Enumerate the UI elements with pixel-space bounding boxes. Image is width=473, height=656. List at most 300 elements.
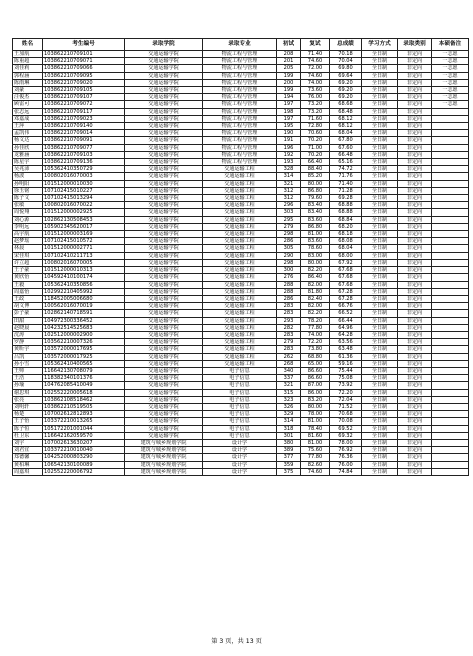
table-cell: 孟凯伟 xyxy=(13,130,43,137)
table-row xyxy=(13,375,469,382)
table-cell: 非定向 xyxy=(398,101,432,108)
table-cell: 交通运输学院 xyxy=(125,108,203,115)
table-cell: 318 xyxy=(277,425,301,432)
table-cell: 81.00 xyxy=(301,439,330,446)
table-cell: 交通运输学院 xyxy=(125,123,203,130)
table-cell: 非定向 xyxy=(398,432,432,439)
column-header: 总成绩 xyxy=(330,39,362,51)
table-cell: 67.68 xyxy=(330,281,362,288)
table-cell: 孙明阳 xyxy=(13,180,43,187)
table-cell xyxy=(432,173,469,180)
table-cell: 全日制 xyxy=(362,425,398,432)
table-cell: 63.56 xyxy=(330,339,362,346)
table-cell: 陈雨琳 xyxy=(13,79,43,86)
table-cell: 建筑与城乡规划学院 xyxy=(125,461,203,468)
table-cell: 283 xyxy=(277,303,301,310)
table-cell: 68.48 xyxy=(330,108,362,115)
table-cell: 279 xyxy=(277,339,301,346)
table-cell: 283 xyxy=(277,310,301,317)
table-row xyxy=(13,101,469,108)
table-cell: 全日制 xyxy=(362,130,398,137)
table-cell: 全日制 xyxy=(362,454,398,461)
column-header: 复试 xyxy=(301,39,330,51)
table-cell: 76.36 xyxy=(330,454,362,461)
table-cell: 电子信息 xyxy=(203,403,277,410)
table-cell: 交通运输工程 xyxy=(203,360,277,367)
table-cell: 杨文达 xyxy=(13,137,43,144)
table-cell: 78.40 xyxy=(301,425,330,432)
table-cell: 交通运输工程 xyxy=(203,259,277,266)
table-cell: 190 xyxy=(277,130,301,137)
table-cell: 288 xyxy=(277,288,301,295)
table-row xyxy=(13,209,469,216)
table-cell: 非定向 xyxy=(398,389,432,396)
table-cell xyxy=(432,411,469,418)
table-cell: 103862210709091 xyxy=(43,137,125,144)
table-cell: 孙瑜 xyxy=(13,382,43,389)
table-cell: 199 xyxy=(277,72,301,79)
table-cell: 65.16 xyxy=(330,159,362,166)
table-cell xyxy=(432,324,469,331)
table-cell: 67.92 xyxy=(330,259,362,266)
table-row xyxy=(13,339,469,346)
table-row xyxy=(13,303,469,310)
table-cell: 交通运输学院 xyxy=(125,180,203,187)
table-cell: 200 xyxy=(277,79,301,86)
table-cell: 非定向 xyxy=(398,382,432,389)
table-cell: 73.60 xyxy=(301,87,330,94)
table-cell: 81.00 xyxy=(301,418,330,425)
table-cell: 物流工程与管理 xyxy=(203,144,277,151)
table-cell: 389 xyxy=(277,447,301,454)
table-cell: 非定向 xyxy=(398,166,432,173)
table-cell: 69.20 xyxy=(330,94,362,101)
table-cell: 交通运输工程 xyxy=(203,173,277,180)
table-cell: 全日制 xyxy=(362,295,398,302)
table-cell: 86.60 xyxy=(301,367,330,374)
table-cell: 77.80 xyxy=(301,454,330,461)
table-cell: 建筑与城乡规划学院 xyxy=(125,439,203,446)
table-row xyxy=(13,396,469,403)
table-cell: 314 xyxy=(277,173,301,180)
table-cell: 交通运输学院 xyxy=(125,231,203,238)
table-cell: 102862130508453 xyxy=(43,216,125,223)
table-cell xyxy=(432,303,469,310)
table-cell: 交通运输学院 xyxy=(125,166,203,173)
table-cell: 全日制 xyxy=(362,87,398,94)
table-cell: 全日制 xyxy=(362,144,398,151)
table-cell: 81.60 xyxy=(301,432,330,439)
table-cell: 交通运输学院 xyxy=(125,317,203,324)
table-cell xyxy=(432,115,469,122)
table-cell: 交通运输学院 xyxy=(125,58,203,65)
table-cell xyxy=(432,274,469,281)
table-cell: 非定向 xyxy=(398,252,432,259)
table-cell: 71.76 xyxy=(330,173,362,180)
table-cell: 68.04 xyxy=(330,130,362,137)
table-cell: 物流工程与管理 xyxy=(203,159,277,166)
table-cell xyxy=(432,367,469,374)
table-cell: 交通运输学院 xyxy=(125,303,203,310)
table-cell: 116642162059570 xyxy=(43,432,125,439)
table-cell: 交通运输学院 xyxy=(125,281,203,288)
table-cell xyxy=(432,202,469,209)
table-cell: 全日制 xyxy=(362,115,398,122)
table-cell: 交通运输学院 xyxy=(125,115,203,122)
table-cell: 101512000010313 xyxy=(43,267,125,274)
table-cell: 298 xyxy=(277,231,301,238)
table-cell: 非定向 xyxy=(398,281,432,288)
table-cell: 交通运输学院 xyxy=(125,144,203,151)
table-cell: 80.00 xyxy=(301,259,330,266)
table-cell: 电子信息 xyxy=(203,382,277,389)
table-cell: 交通运输工程 xyxy=(203,187,277,194)
table-cell: 电子信息 xyxy=(203,396,277,403)
table-cell: 非定向 xyxy=(398,51,432,58)
table-cell: 王萍 xyxy=(13,123,43,130)
table-cell: 268 xyxy=(277,360,301,367)
table-cell: 一志愿 xyxy=(432,51,469,58)
table-cell: 交通运输工程 xyxy=(203,223,277,230)
table-cell: 68.08 xyxy=(330,238,362,245)
table-cell xyxy=(432,432,469,439)
table-cell: 交通运输学院 xyxy=(125,238,203,245)
table-cell: 72.20 xyxy=(301,339,330,346)
table-row xyxy=(13,468,469,475)
table-cell: 周悦翔 xyxy=(13,209,43,216)
table-cell: 73.92 xyxy=(330,382,362,389)
table-cell: 周嘉琪 xyxy=(13,468,43,475)
table-row xyxy=(13,65,469,72)
table-cell: 298 xyxy=(277,259,301,266)
table-cell: 105362410350729 xyxy=(43,166,125,173)
table-cell: 全日制 xyxy=(362,216,398,223)
table-cell: 交通运输工程 xyxy=(203,353,277,360)
table-cell: 全日制 xyxy=(362,223,398,230)
table-cell xyxy=(432,461,469,468)
page-footer: 第 3 页，共 13 页 xyxy=(211,638,262,645)
table-cell: 非定向 xyxy=(398,65,432,72)
table-cell: 徐玉铭 xyxy=(13,187,43,194)
table-row xyxy=(13,267,469,274)
table-row xyxy=(13,389,469,396)
table-cell: 非定向 xyxy=(398,396,432,403)
table-cell: 刘宇 xyxy=(13,439,43,446)
table-cell: 王子豪 xyxy=(13,267,43,274)
table-cell: 李明远 xyxy=(13,223,43,230)
table-cell: 刘佳莉 xyxy=(13,65,43,72)
table-cell: 全日制 xyxy=(362,339,398,346)
table-cell xyxy=(432,259,469,266)
table-cell xyxy=(432,180,469,187)
table-cell: 全日制 xyxy=(362,252,398,259)
table-cell: 83.00 xyxy=(301,252,330,259)
table-cell: 71.60 xyxy=(301,115,330,122)
table-cell: 105902345620017 xyxy=(43,223,125,230)
table-cell: 198 xyxy=(277,108,301,115)
table-row xyxy=(13,353,469,360)
table-cell: 全日制 xyxy=(362,281,398,288)
table-cell: 103372210010040 xyxy=(43,447,125,454)
table-cell: 83.40 xyxy=(301,209,330,216)
table-cell: 102552220005618 xyxy=(43,389,125,396)
table-cell: 交通运输学院 xyxy=(125,259,203,266)
table-cell: 377 xyxy=(277,454,301,461)
table-cell: 电子信息 xyxy=(203,375,277,382)
table-cell: 黄欣怡 xyxy=(13,274,43,281)
table-cell: 71.40 xyxy=(301,51,330,58)
table-cell: 交通运输学院 xyxy=(125,72,203,79)
table-cell: 许立超 xyxy=(13,259,43,266)
table-cell: 非定向 xyxy=(398,259,432,266)
table-cell: 337 xyxy=(277,375,301,382)
table-cell: 63.48 xyxy=(330,346,362,353)
table-cell: 物流工程与管理 xyxy=(203,79,277,86)
table-cell: 66.76 xyxy=(330,303,362,310)
column-header: 录取专业 xyxy=(203,39,277,51)
table-cell: 103862210709020 xyxy=(43,79,125,86)
table-cell: 交通运输学院 xyxy=(125,130,203,137)
table-cell: 物流工程与管理 xyxy=(203,101,277,108)
table-cell: 交通运输学院 xyxy=(125,274,203,281)
table-cell: 103862210709066 xyxy=(43,65,125,72)
table-cell: 81.80 xyxy=(301,288,330,295)
table-cell: 64.96 xyxy=(330,324,362,331)
table-cell: 76.00 xyxy=(330,461,362,468)
table-cell: 交通运输学院 xyxy=(125,267,203,274)
table-cell: 非定向 xyxy=(398,94,432,101)
table-cell: 105362410400565 xyxy=(43,360,125,367)
table-cell: 82.20 xyxy=(301,310,330,317)
table-cell: 全日制 xyxy=(362,58,398,65)
table-cell: 116642130708079 xyxy=(43,367,125,374)
table-cell: 全日制 xyxy=(362,288,398,295)
table-cell: 非定向 xyxy=(398,180,432,187)
table-cell: 79.60 xyxy=(301,195,330,202)
table-cell: 吴兆沛 xyxy=(13,166,43,173)
table-cell: 全日制 xyxy=(362,411,398,418)
table-cell: 68.80 xyxy=(301,353,330,360)
table-cell: 建筑与城乡规划学院 xyxy=(125,454,203,461)
table-cell: 74.84 xyxy=(330,468,362,475)
table-cell: 杨楚 xyxy=(13,411,43,418)
table-cell xyxy=(432,439,469,446)
table-row xyxy=(13,295,469,302)
table-cell: 物流工程与管理 xyxy=(203,58,277,65)
table-cell: 303 xyxy=(277,209,301,216)
table-cell: 67.60 xyxy=(330,144,362,151)
table-cell: 106542130100089 xyxy=(43,461,125,468)
table-cell: 张亮 xyxy=(13,396,43,403)
admission-table-sheet xyxy=(12,38,469,476)
table-cell: 75.44 xyxy=(330,367,362,374)
table-cell: 交通运输学院 xyxy=(125,195,203,202)
table-cell: 323 xyxy=(277,396,301,403)
table-cell xyxy=(432,216,469,223)
table-cell: 104232514525683 xyxy=(43,324,125,331)
table-cell: 103862210709107 xyxy=(43,94,125,101)
table-cell: 赵梦瑶 xyxy=(13,238,43,245)
table-cell: 非定向 xyxy=(398,288,432,295)
table-cell: 全日制 xyxy=(362,461,398,468)
table-cell: 67.28 xyxy=(330,295,362,302)
column-header: 学习方式 xyxy=(362,39,398,51)
table-row xyxy=(13,310,469,317)
table-cell: 70.04 xyxy=(330,58,362,65)
table-cell: 205 xyxy=(277,65,301,72)
table-cell: 197 xyxy=(277,101,301,108)
table-cell: 288 xyxy=(277,281,301,288)
table-row xyxy=(13,79,469,86)
table-cell: 孙小雪 xyxy=(13,360,43,367)
table-row xyxy=(13,87,469,94)
table-cell: 交通运输工程 xyxy=(203,202,277,209)
table-cell: 全日制 xyxy=(362,231,398,238)
table-cell: 74.00 xyxy=(301,79,330,86)
table-cell: 68.00 xyxy=(330,252,362,259)
table-cell: 全日制 xyxy=(362,396,398,403)
table-cell: 田甜 xyxy=(13,317,43,324)
table-cell: 交通运输学院 xyxy=(125,375,203,382)
table-cell: 顾雷可 xyxy=(13,101,43,108)
table-cell: 物流工程与管理 xyxy=(203,108,277,115)
table-cell: 电子信息 xyxy=(203,367,277,374)
table-row xyxy=(13,331,469,338)
table-cell: 非定向 xyxy=(398,267,432,274)
table-cell: 交通运输学院 xyxy=(125,51,203,58)
table-cell: 交通运输学院 xyxy=(125,94,203,101)
table-cell: 70.18 xyxy=(330,51,362,58)
table-cell: 非定向 xyxy=(398,231,432,238)
table-cell: 194 xyxy=(277,94,301,101)
table-row xyxy=(13,382,469,389)
table-cell: 276 xyxy=(277,274,301,281)
table-cell: 83.40 xyxy=(301,202,330,209)
table-cell: 191 xyxy=(277,137,301,144)
table-body xyxy=(13,51,469,476)
table-cell xyxy=(432,382,469,389)
table-cell xyxy=(432,123,469,130)
table-cell: 262 xyxy=(277,353,301,360)
table-cell: 全日制 xyxy=(362,123,398,130)
table-row xyxy=(13,274,469,281)
table-cell: 非定向 xyxy=(398,346,432,353)
table-cell: 非定向 xyxy=(398,216,432,223)
table-cell xyxy=(432,144,469,151)
table-cell: 全日制 xyxy=(362,79,398,86)
table-cell: 103862210709103 xyxy=(43,151,125,158)
table-cell xyxy=(432,130,469,137)
table-cell: 一志愿 xyxy=(432,87,469,94)
table-cell: 全日制 xyxy=(362,310,398,317)
table-cell: 80.00 xyxy=(301,180,330,187)
table-cell: 全日制 xyxy=(362,166,398,173)
table-cell: 全日制 xyxy=(362,274,398,281)
table-cell: 王帅 xyxy=(13,367,43,374)
table-cell: 非定向 xyxy=(398,187,432,194)
table-row xyxy=(13,173,469,180)
table-cell: 非定向 xyxy=(398,447,432,454)
table-cell: 103862210709105 xyxy=(43,87,125,94)
table-row xyxy=(13,223,469,230)
table-row xyxy=(13,418,469,425)
table-row xyxy=(13,187,469,194)
column-header: 姓名 xyxy=(13,39,43,51)
table-cell: 296 xyxy=(277,202,301,209)
table-cell: 交通运输学院 xyxy=(125,151,203,158)
table-cell: 汪俊杰 xyxy=(13,94,43,101)
table-cell: 全日制 xyxy=(362,195,398,202)
table-cell xyxy=(432,360,469,367)
table-cell: 全日制 xyxy=(362,382,398,389)
table-row xyxy=(13,411,469,418)
table-cell: 105172201001044 xyxy=(43,425,125,432)
table-cell: 交通运输工程 xyxy=(203,195,277,202)
table-row xyxy=(13,324,469,331)
table-cell: 72.80 xyxy=(301,123,330,130)
table-cell: 交通运输工程 xyxy=(203,310,277,317)
table-cell: 郑德馨 xyxy=(13,454,43,461)
table-cell: 林晨 xyxy=(13,245,43,252)
table-cell: 交通运输工程 xyxy=(203,180,277,187)
table-cell: 全日制 xyxy=(362,303,398,310)
table-cell: 一志愿 xyxy=(432,72,469,79)
table-cell: 交通运输工程 xyxy=(203,281,277,288)
table-cell: 103572000017925 xyxy=(43,353,125,360)
table-cell: 非定向 xyxy=(398,310,432,317)
table-cell: 69.52 xyxy=(330,425,362,432)
table-cell: 交通运输学院 xyxy=(125,216,203,223)
table-cell: 72.04 xyxy=(330,396,362,403)
table-cell xyxy=(432,454,469,461)
table-cell xyxy=(432,187,469,194)
table-cell xyxy=(432,231,469,238)
table-cell xyxy=(432,137,469,144)
table-cell: 建筑与城乡规划学院 xyxy=(125,468,203,475)
table-cell: 赵晓晨 xyxy=(13,324,43,331)
table-cell: 104972300336452 xyxy=(43,317,125,324)
table-cell: 宋佳琪 xyxy=(13,252,43,259)
table-cell: 全日制 xyxy=(362,51,398,58)
table-cell: 82.20 xyxy=(301,267,330,274)
table-cell: 201 xyxy=(277,58,301,65)
table-cell: 107102415013294 xyxy=(43,195,125,202)
table-row xyxy=(13,461,469,468)
table-cell: 全日制 xyxy=(362,267,398,274)
table-cell: 交通运输学院 xyxy=(125,295,203,302)
table-row xyxy=(13,346,469,353)
table-cell: 69.20 xyxy=(330,87,362,94)
table-cell: 交通运输工程 xyxy=(203,317,277,324)
table-cell: 102992210405992 xyxy=(43,288,125,295)
table-cell: 102862140718591 xyxy=(43,310,125,317)
table-cell: 104252000803290 xyxy=(43,454,125,461)
table-cell: 非定向 xyxy=(398,360,432,367)
table-cell xyxy=(432,245,469,252)
table-cell: 交通运输学院 xyxy=(125,223,203,230)
table-cell: 312 xyxy=(277,195,301,202)
table-cell: 103862210709140 xyxy=(43,123,125,130)
table-cell: 非定向 xyxy=(398,454,432,461)
table-cell: 全日制 xyxy=(362,151,398,158)
table-cell: 82.40 xyxy=(301,295,330,302)
table-cell: 设计学 xyxy=(203,454,277,461)
table-cell: 非定向 xyxy=(398,209,432,216)
table-cell: 68.88 xyxy=(330,209,362,216)
table-cell xyxy=(432,166,469,173)
table-cell: 86.80 xyxy=(301,187,330,194)
table-cell: 86.60 xyxy=(301,375,330,382)
